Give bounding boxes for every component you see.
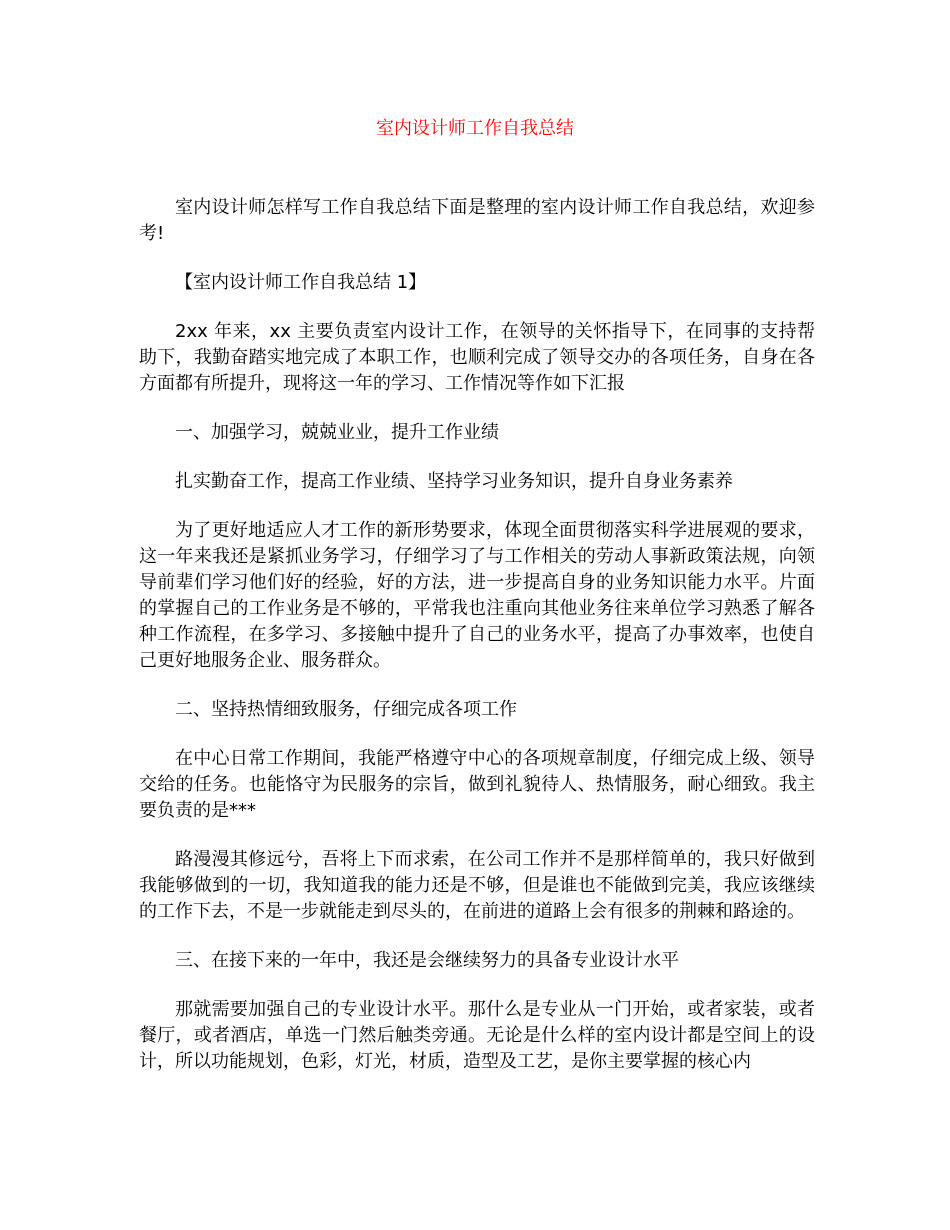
section-heading: 二、坚持热情细致服务，仔细完成各项工作: [175, 699, 517, 720]
section-heading: 一、加强学习，兢兢业业，提升工作业绩: [175, 422, 499, 443]
paragraph: 在中心日常工作期间，我能严格遵守中心的各项规章制度，仔细完成上级、领导交给的任务。也能恪守为民服务的宗旨，做到礼貌待人、热情服务，耐心细致。我主要负责的是***: [139, 748, 815, 821]
paragraph: 2xx 年来，xx 主要负责室内设计工作，在领导的关怀指导下，在同事的支持帮助下，我勤奋踏实地完成了本职工作，也顺利完成了领导交办的各项任务，自身在各方面都有所提升，现将这一年的学习、工作情况等作如下汇报: [139, 321, 815, 394]
paragraph: 扎实勤奋工作，提高工作业绩、坚持学习业务知识，提升自身业务素养: [175, 471, 733, 492]
paragraph: 为了更好地适应人才工作的新形势要求，体现全面贯彻落实科学进展观的要求，这一年来我还是紧抓业务学习，仔细学习了与工作相关的劳动人事新政策法规，向领导前辈们学习他们好的经验，好的方法，进一步提高自身的业务知识能力水平。片面的掌握自己的工作业务是不够的，平常我也注重向其他业务往来单位学习熟悉了解各种工作流程，在多学习、多接触中提升了自己的业务水平，提高了办事效率，也使自己更好地服务企业、服务群众。: [139, 520, 815, 671]
paragraph: 那就需要加强自己的专业设计水平。那什么是专业从一门开始，或者家装，或者餐厅，或者酒店，单选一门然后触类旁通。无论是什么样的室内设计都是空间上的设计，所以功能规划，色彩，灯光，材质，造型及工艺，是你主要掌握的核心内: [139, 999, 815, 1072]
paragraph: 路漫漫其修远兮，吾将上下而求索，在公司工作并不是那样简单的，我只好做到我能够做到的一切，我知道我的能力还是不够，但是谁也不能做到完美，我应该继续的工作下去，不是一步就能走到尽头的，在前进的道路上会有很多的荆棘和路途的。: [139, 849, 815, 922]
document-title: 室内设计师工作自我总结: [376, 118, 574, 139]
intro-paragraph: 室内设计师怎样写工作自我总结下面是整理的室内设计师工作自我总结，欢迎参考!: [139, 197, 815, 244]
section-heading: 三、在接下来的一年中，我还是会继续努力的具备专业设计水平: [175, 950, 679, 971]
section-heading: 【室内设计师工作自我总结 1】: [175, 272, 427, 293]
document-body: [139, 195, 815, 1098]
